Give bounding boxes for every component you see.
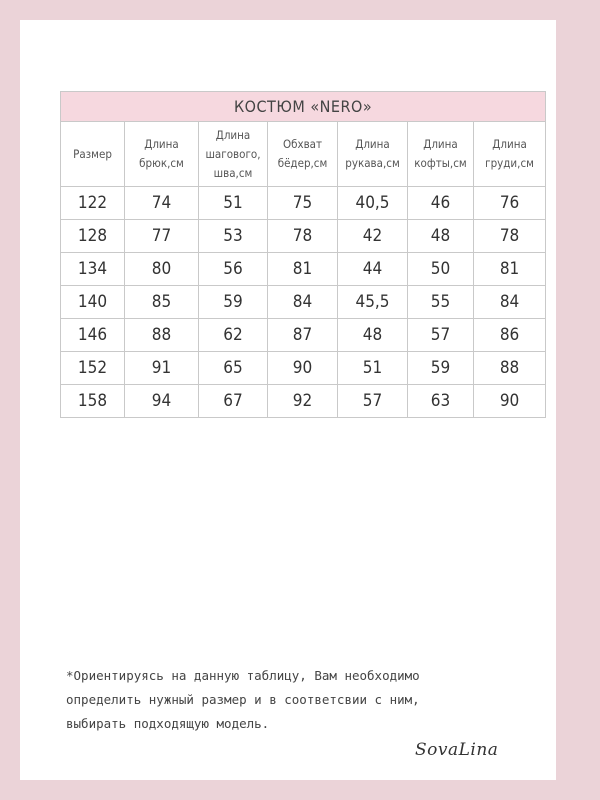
table-cell: 84 xyxy=(268,286,338,319)
table-row xyxy=(61,187,546,220)
footnote: *Ориентируясь на данную таблицу, Вам необходимо определить нужный размер и в соответсвии с ним, выбирать подходящую модель. xyxy=(66,668,420,731)
table-cell: 94 xyxy=(125,385,199,418)
table-cell: 50 xyxy=(408,253,474,286)
header-chest-length: Длина груди,см xyxy=(474,122,546,187)
table-cell: 40,5 xyxy=(338,187,408,220)
table-cell: 87 xyxy=(268,319,338,352)
table-cell: 53 xyxy=(199,220,268,253)
brand-logo: SovaLina xyxy=(415,740,499,760)
header-trousers-length: Длина брюк,см xyxy=(125,122,199,187)
table-cell: 84 xyxy=(474,286,546,319)
table-cell: 63 xyxy=(408,385,474,418)
header-hip-girth: Обхват бёдер,см xyxy=(268,122,338,187)
table-cell: 46 xyxy=(408,187,474,220)
table-cell: 74 xyxy=(125,187,199,220)
table-cell: 81 xyxy=(474,253,546,286)
table-cell: 55 xyxy=(408,286,474,319)
table-cell: 56 xyxy=(199,253,268,286)
size-chart-card xyxy=(20,20,556,780)
table-cell: 92 xyxy=(268,385,338,418)
table-row xyxy=(61,319,546,352)
table-row xyxy=(61,253,546,286)
table-cell: 146 xyxy=(61,319,125,352)
size-table xyxy=(60,91,546,418)
table-cell: 57 xyxy=(408,319,474,352)
table-body xyxy=(61,187,546,418)
table-cell: 42 xyxy=(338,220,408,253)
table-cell: 51 xyxy=(199,187,268,220)
table-cell: 91 xyxy=(125,352,199,385)
table-row xyxy=(61,286,546,319)
table-cell: 128 xyxy=(61,220,125,253)
table-cell: 45,5 xyxy=(338,286,408,319)
table-cell: 65 xyxy=(199,352,268,385)
table-cell: 67 xyxy=(199,385,268,418)
table-cell: 75 xyxy=(268,187,338,220)
table-cell: 90 xyxy=(268,352,338,385)
table-cell: 88 xyxy=(125,319,199,352)
header-sleeve-length: Длина рукава,см xyxy=(338,122,408,187)
table-cell: 77 xyxy=(125,220,199,253)
table-cell: 76 xyxy=(474,187,546,220)
table-cell: 88 xyxy=(474,352,546,385)
table-cell: 78 xyxy=(268,220,338,253)
table-cell: 122 xyxy=(61,187,125,220)
header-row xyxy=(61,122,546,187)
table-cell: 81 xyxy=(268,253,338,286)
table-cell: 59 xyxy=(408,352,474,385)
table-cell: 90 xyxy=(474,385,546,418)
table-cell: 85 xyxy=(125,286,199,319)
table-cell: 48 xyxy=(408,220,474,253)
table-cell: 59 xyxy=(199,286,268,319)
table-cell: 134 xyxy=(61,253,125,286)
table-cell: 62 xyxy=(199,319,268,352)
table-cell: 51 xyxy=(338,352,408,385)
table-cell: 48 xyxy=(338,319,408,352)
table-title: КОСТЮМ «NERO» xyxy=(61,92,546,122)
table-cell: 158 xyxy=(61,385,125,418)
table-row xyxy=(61,220,546,253)
table-cell: 44 xyxy=(338,253,408,286)
table-cell: 78 xyxy=(474,220,546,253)
table-cell: 152 xyxy=(61,352,125,385)
table-cell: 140 xyxy=(61,286,125,319)
table-cell: 86 xyxy=(474,319,546,352)
header-size: Размер xyxy=(61,122,125,187)
table-cell: 57 xyxy=(338,385,408,418)
table-row xyxy=(61,352,546,385)
header-jacket-length: Длина кофты,см xyxy=(408,122,474,187)
table-row xyxy=(61,385,546,418)
table-cell: 80 xyxy=(125,253,199,286)
header-inseam-length: Длина шагового, шва,см xyxy=(199,122,268,187)
